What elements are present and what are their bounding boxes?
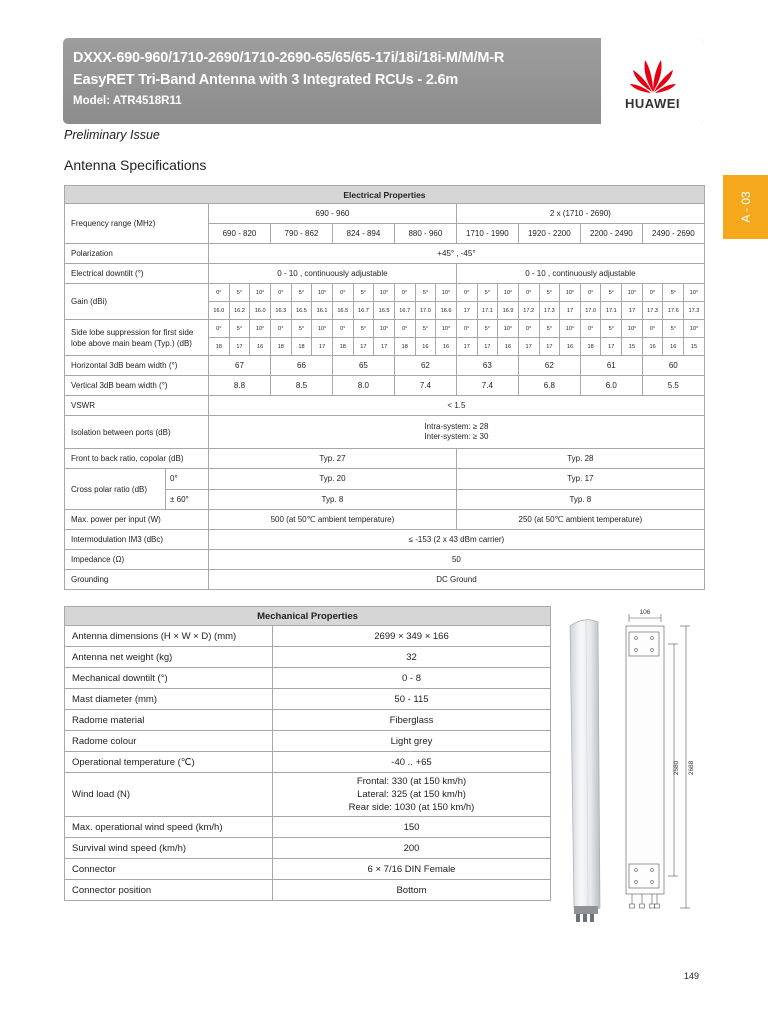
spec-cell: 5° — [601, 284, 622, 302]
spec-cell: 5° — [663, 320, 684, 338]
ftb-low: Typ. 27 — [209, 449, 457, 469]
spec-cell: 17.3 — [539, 302, 560, 320]
spec-cell: 16.0 — [209, 302, 230, 320]
spec-cell: 10° — [560, 284, 581, 302]
spec-cell: 18 — [209, 338, 230, 356]
sub-range: 2490 - 2690 — [642, 224, 704, 244]
mech-label: Connector — [65, 859, 273, 880]
spec-cell: 17.2 — [518, 302, 539, 320]
spec-cell: 0° — [580, 320, 601, 338]
xpol-0-low: Typ. 20 — [209, 469, 457, 490]
spec-cell: 10° — [498, 284, 519, 302]
spec-cell: 10° — [312, 284, 333, 302]
spec-cell: 5° — [291, 284, 312, 302]
polarization-label: Polarization — [65, 244, 209, 264]
page-number: 149 — [684, 971, 700, 981]
sub-range: 1920 - 2200 — [518, 224, 580, 244]
ftb-high: Typ. 28 — [456, 449, 704, 469]
mech-value: -40 .. +65 — [273, 752, 551, 773]
gain-label: Gain (dBi) — [65, 284, 209, 320]
spec-cell: 5° — [477, 284, 498, 302]
freq-range-label: Frequency range (MHz) — [65, 204, 209, 244]
mechanical-properties-table — [64, 606, 551, 901]
antenna-outline-drawing — [626, 614, 690, 908]
spec-cell: 18 — [580, 338, 601, 356]
grounding-label: Grounding — [65, 570, 209, 590]
spec-cell: 17 — [456, 338, 477, 356]
spec-cell: 17 — [353, 338, 374, 356]
spec-cell: 17 — [477, 338, 498, 356]
power-high: 250 (at 50℃ ambient temperature) — [456, 510, 704, 530]
mechanical-heading: Mechanical Properties — [65, 607, 551, 626]
spec-cell: 7.4 — [456, 376, 518, 396]
sub-range: 790 - 862 — [270, 224, 332, 244]
electrical-properties-table — [64, 185, 705, 590]
im3-value: ≤ -153 (2 x 43 dBm carrier) — [209, 530, 705, 550]
spec-cell: 10° — [374, 320, 395, 338]
spec-cell: 5° — [415, 320, 436, 338]
xpol-label-text: Cross polar ratio (dB) — [65, 469, 166, 509]
spec-cell: 16.5 — [332, 302, 353, 320]
spec-cell: 17 — [560, 302, 581, 320]
spec-cell: 10° — [498, 320, 519, 338]
spec-cell: 16.2 — [229, 302, 250, 320]
hbw-label: Horizontal 3dB beam width (°) — [65, 356, 209, 376]
power-label: Max. power per input (W) — [65, 510, 209, 530]
spec-cell: 0° — [270, 284, 291, 302]
spec-cell: 15 — [622, 338, 643, 356]
isolation-value — [209, 416, 705, 449]
sub-range: 2200 - 2490 — [580, 224, 642, 244]
mech-value: 2699 × 349 × 166 — [273, 626, 551, 647]
product-subtitle: EasyRET Tri-Band Antenna with 3 Integrated RCUs - 2.6m — [73, 72, 459, 88]
spec-cell: 10° — [684, 320, 705, 338]
spec-cell: 16.7 — [394, 302, 415, 320]
spec-cell: 0° — [209, 284, 230, 302]
im3-label: Intermodulation IM3 (dBc) — [65, 530, 209, 550]
model-number: Model: ATR4518R11 — [73, 95, 182, 107]
mech-value: 32 — [273, 647, 551, 668]
spec-cell: 0° — [332, 320, 353, 338]
spec-cell: 17 — [539, 338, 560, 356]
spec-cell: 18 — [394, 338, 415, 356]
spec-cell: 17.0 — [415, 302, 436, 320]
mech-value: 6 × 7/16 DIN Female — [273, 859, 551, 880]
xpol-label — [65, 469, 209, 510]
antenna-drawing — [562, 608, 704, 928]
spec-cell: 17 — [456, 302, 477, 320]
spec-cell: 0° — [642, 320, 663, 338]
spec-cell: 16 — [560, 338, 581, 356]
isolation-label: Isolation between ports (dB) — [65, 416, 209, 449]
spec-cell: 16.3 — [270, 302, 291, 320]
spec-cell: 5° — [353, 284, 374, 302]
overall-length-dimension: 2688 — [688, 760, 695, 776]
spec-cell: 0° — [209, 320, 230, 338]
wind-rear: Rear side: 1030 (at 150 km/h) — [348, 802, 475, 813]
xpol-60-low: Typ. 8 — [209, 489, 457, 510]
spec-cell: 16.1 — [312, 302, 333, 320]
spec-cell: 10° — [684, 284, 705, 302]
spec-cell: 0° — [270, 320, 291, 338]
spec-cell: 17 — [374, 338, 395, 356]
sub-range: 1710 - 1990 — [456, 224, 518, 244]
inner-length-dimension: 2580 — [673, 760, 680, 776]
spec-cell: 0° — [332, 284, 353, 302]
logo-wordmark: HUAWEI — [625, 96, 680, 111]
antenna-radome — [570, 620, 600, 922]
spec-cell: 10° — [560, 320, 581, 338]
spec-cell: 17.1 — [601, 302, 622, 320]
spec-cell: 17.3 — [642, 302, 663, 320]
spec-cell: 16 — [642, 338, 663, 356]
spec-cell: 17.1 — [477, 302, 498, 320]
spec-cell: 17 — [601, 338, 622, 356]
spec-cell: 5° — [663, 284, 684, 302]
spec-cell: 16.5 — [291, 302, 312, 320]
spec-cell: 5° — [229, 320, 250, 338]
spec-cell: 5° — [229, 284, 250, 302]
mech-label: Radome material — [65, 710, 273, 731]
spec-cell: 6.0 — [580, 376, 642, 396]
spec-cell: 17 — [229, 338, 250, 356]
spec-cell: 0° — [456, 284, 477, 302]
spec-cell: 10° — [436, 284, 457, 302]
spec-cell: 17.3 — [684, 302, 705, 320]
grounding-value: DC Ground — [209, 570, 705, 590]
mech-label: Operational temperature (℃) — [65, 752, 273, 773]
band-low: 690 - 960 — [209, 204, 457, 224]
spec-cell: 16.7 — [353, 302, 374, 320]
spec-cell: 8.0 — [332, 376, 394, 396]
downtilt-low: 0 - 10 , continuously adjustable — [209, 264, 457, 284]
section-title: Antenna Specifications — [64, 157, 207, 173]
chapter-tab-label: A - 03 — [738, 191, 753, 223]
spec-cell: 10° — [312, 320, 333, 338]
spec-cell: 63 — [456, 356, 518, 376]
vswr-value: < 1.5 — [209, 396, 705, 416]
band-high: 2 x (1710 - 2690) — [456, 204, 704, 224]
spec-cell: 0° — [642, 284, 663, 302]
downtilt-high: 0 - 10 , continuously adjustable — [456, 264, 704, 284]
mech-value: 0 - 8 — [273, 668, 551, 689]
spec-cell: 17 — [622, 302, 643, 320]
spec-cell: 67 — [209, 356, 271, 376]
spec-cell: 0° — [580, 284, 601, 302]
spec-cell: 5° — [291, 320, 312, 338]
xpol-0-high: Typ. 17 — [456, 469, 704, 490]
spec-cell: 15 — [684, 338, 705, 356]
spec-cell: 16 — [415, 338, 436, 356]
spec-cell: 0° — [518, 320, 539, 338]
spec-cell: 10° — [622, 284, 643, 302]
spec-cell: 18 — [291, 338, 312, 356]
spec-cell: 5° — [415, 284, 436, 302]
spec-cell: 10° — [436, 320, 457, 338]
spec-cell: 8.8 — [209, 376, 271, 396]
spec-cell: 60 — [642, 356, 704, 376]
spec-cell: 17 — [312, 338, 333, 356]
xpol-60-label: ± 60° — [170, 494, 189, 504]
spec-cell: 18 — [270, 338, 291, 356]
spec-cell: 5.5 — [642, 376, 704, 396]
spec-cell: 0° — [394, 284, 415, 302]
spec-cell: 10° — [250, 320, 271, 338]
spec-cell: 0° — [518, 284, 539, 302]
spec-cell: 16 — [436, 338, 457, 356]
chapter-tab — [723, 175, 768, 239]
document-header — [63, 38, 704, 124]
sub-range: 690 - 820 — [209, 224, 271, 244]
mech-label: Max. operational wind speed (km/h) — [65, 817, 273, 838]
spec-cell: 10° — [622, 320, 643, 338]
mech-label: Antenna dimensions (H × W × D) (mm) — [65, 626, 273, 647]
mech-label: Survival wind speed (km/h) — [65, 838, 273, 859]
antenna-illustration — [562, 608, 704, 928]
spec-cell: 5° — [539, 284, 560, 302]
spec-cell: 5° — [601, 320, 622, 338]
mech-label: Antenna net weight (kg) — [65, 647, 273, 668]
mech-label: Connector position — [65, 880, 273, 901]
product-title: DXXX-690-960/1710-2690/1710-2690-65/65/65-17i/18i/18i-M/M/M-R — [73, 50, 505, 66]
mech-label: Mast diameter (mm) — [65, 689, 273, 710]
isolation-intra: Intra-system: ≥ 28 — [424, 422, 489, 431]
mech-value: 150 — [273, 817, 551, 838]
mech-value: 50 - 115 — [273, 689, 551, 710]
power-low: 500 (at 50℃ ambient temperature) — [209, 510, 457, 530]
ftb-label: Front to back ratio, copolar (dB) — [65, 449, 209, 469]
width-dimension: 106 — [639, 609, 651, 616]
spec-cell: 0° — [456, 320, 477, 338]
spec-cell: 5° — [477, 320, 498, 338]
wind-frontal: Frontal: 330 (at 150 km/h) — [356, 776, 467, 787]
impedance-value: 50 — [209, 550, 705, 570]
polarization-value: +45° , -45° — [209, 244, 705, 264]
isolation-inter: Inter-system: ≥ 30 — [424, 432, 489, 441]
spec-cell: 16.9 — [498, 302, 519, 320]
spec-cell: 17.0 — [580, 302, 601, 320]
preliminary-note: Preliminary Issue — [64, 128, 160, 142]
mech-value: 200 — [273, 838, 551, 859]
xpol-0-label: 0° — [166, 469, 208, 490]
spec-cell: 16 — [498, 338, 519, 356]
spec-cell: 8.5 — [270, 376, 332, 396]
spec-cell: 62 — [518, 356, 580, 376]
huawei-flower-icon — [629, 52, 677, 94]
wind-load-label: Wind load (N) — [65, 773, 273, 817]
spec-cell: 7.4 — [394, 376, 456, 396]
spec-cell: 61 — [580, 356, 642, 376]
spec-cell: 6.8 — [518, 376, 580, 396]
mech-label: Mechanical downtilt (°) — [65, 668, 273, 689]
spec-cell: 17 — [518, 338, 539, 356]
mech-value: Bottom — [273, 880, 551, 901]
vswr-label: VSWR — [65, 396, 209, 416]
spec-cell: 16.0 — [250, 302, 271, 320]
spec-cell: 18 — [332, 338, 353, 356]
electrical-heading: Electrical Properties — [65, 186, 705, 204]
spec-cell: 5° — [353, 320, 374, 338]
sidelobe-label: Side lobe suppression for first side lobe above main beam (Typ.) (dB) — [65, 320, 209, 356]
impedance-label: Impedance (Ω) — [65, 550, 209, 570]
spec-cell: 10° — [250, 284, 271, 302]
spec-cell: 17.6 — [663, 302, 684, 320]
sub-range: 824 - 894 — [332, 224, 394, 244]
xpol-60-high: Typ. 8 — [456, 489, 704, 510]
vbw-label: Vertical 3dB beam width (°) — [65, 376, 209, 396]
spec-cell: 66 — [270, 356, 332, 376]
spec-cell: 16 — [663, 338, 684, 356]
spec-cell: 16 — [250, 338, 271, 356]
mech-value: Light grey — [273, 731, 551, 752]
wind-lateral: Lateral: 325 (at 150 km/h) — [357, 789, 466, 800]
spec-cell: 16.6 — [436, 302, 457, 320]
huawei-logo — [601, 38, 704, 124]
mech-value: Fiberglass — [273, 710, 551, 731]
spec-cell: 16.5 — [374, 302, 395, 320]
wind-load-value — [273, 773, 551, 817]
downtilt-label: Electrical downtilt (°) — [65, 264, 209, 284]
sub-range: 880 - 960 — [394, 224, 456, 244]
mech-label: Radome colour — [65, 731, 273, 752]
spec-cell: 0° — [394, 320, 415, 338]
spec-cell: 5° — [539, 320, 560, 338]
spec-cell: 10° — [374, 284, 395, 302]
spec-cell: 65 — [332, 356, 394, 376]
spec-cell: 62 — [394, 356, 456, 376]
